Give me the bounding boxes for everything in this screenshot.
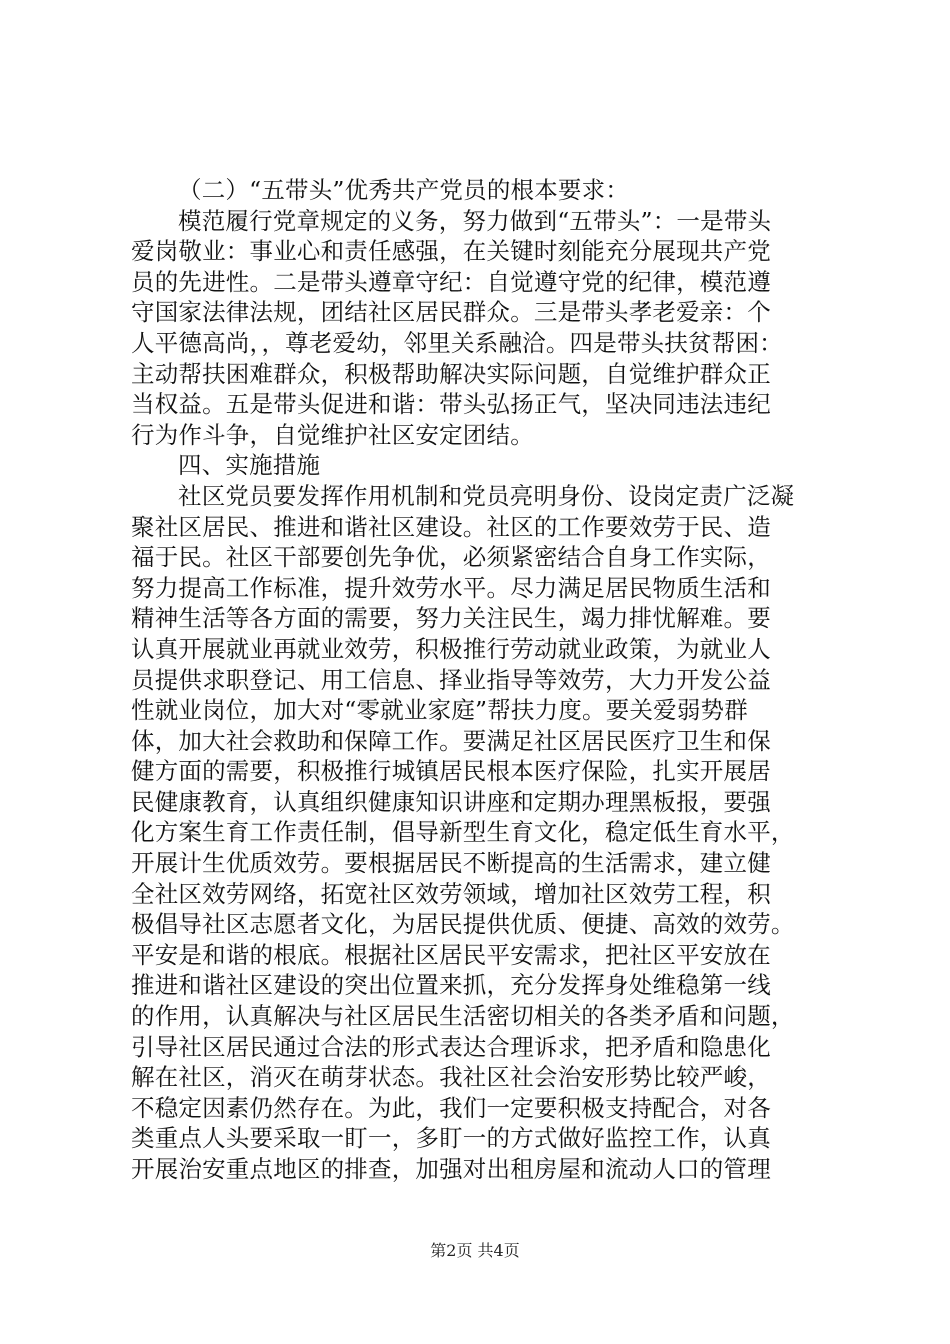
section-heading: （二）“五带头”优秀共产党员的根本要求： xyxy=(178,176,630,204)
document-body xyxy=(131,175,839,1185)
paragraph-line: 人平德高尚，，尊老爱幼，邻里关系融洽。四是带头扶贫帮困： xyxy=(131,328,783,357)
paragraph-line: 员的先进性。二是带头遵章守纪：自觉遵守党的纪律，模范遵 xyxy=(131,267,771,296)
paragraph-line: 行为作斗争，自觉维护社区安定团结。 xyxy=(131,420,534,449)
paragraph-line: 爱岗敬业：事业心和责任感强，在关键时刻能充分展现共产党 xyxy=(131,237,771,266)
paragraph-line: 的作用，认真解决与社区居民生活密切相关的各类矛盾和问题， xyxy=(131,1002,795,1031)
paragraph-line: 社区党员要发挥作用机制和党员亮明身份、设岗定责广泛凝 xyxy=(178,481,795,510)
paragraph-line: 体，加大社会救助和保障工作。要满足社区居民医疗卫生和保 xyxy=(131,726,771,755)
section-heading: 四、实施措施 xyxy=(178,451,321,480)
paragraph-line: 开展治安重点地区的排查，加强对出租房屋和流动人口的管理 xyxy=(131,1155,771,1183)
paragraph-line: 性就业岗位，加大对“零就业家庭”帮扶力度。要关爱弱势群 xyxy=(131,696,748,725)
paragraph-line: 解在社区，消灭在萌芽状态。我社区社会治安形势比较严峻， xyxy=(131,1063,771,1092)
paragraph-line: 模范履行党章规定的义务，努力做到“五带头”：一是带头 xyxy=(178,206,772,235)
page-number-footer: 第2页 共4页 xyxy=(430,1241,520,1260)
paragraph-line: 民健康教育，认真组织健康知识讲座和定期办理黑板报，要强 xyxy=(131,787,771,816)
paragraph-line: 员提供求职登记、用工信息、择业指导等效劳，大力开发公益 xyxy=(131,665,771,694)
paragraph-line: 守国家法律法规，团结社区居民群众。三是带头孝老爱亲：个 xyxy=(131,298,771,327)
paragraph-line: 健方面的需要，积极推行城镇居民根本医疗保险，扎实开展居 xyxy=(131,757,771,786)
paragraph-line: 不稳定因素仍然存在。为此，我们一定要积极支持配合，对各 xyxy=(131,1093,771,1122)
paragraph-line: 努力提高工作标准，提升效劳水平。尽力满足居民物质生活和 xyxy=(131,573,771,602)
paragraph-line: 引导社区居民通过合法的形式表达合理诉求，把矛盾和隐患化 xyxy=(131,1032,771,1061)
paragraph-line: 开展计生优质效劳。要根据居民不断提高的生活需求，建立健 xyxy=(131,849,771,878)
paragraph-line: 主动帮扶困难群众，积极帮助解决实际问题，自觉维护群众正 xyxy=(131,359,771,388)
paragraph-line: 精神生活等各方面的需要，努力关注民生，竭力排忧解难。要 xyxy=(131,604,771,633)
paragraph-line: 福于民。社区干部要创先争优，必须紧密结合自身工作实际， xyxy=(131,543,771,572)
paragraph-line: 聚社区居民、推进和谐社区建设。社区的工作要效劳于民、造 xyxy=(131,512,771,541)
paragraph-line: 平安是和谐的根底。根据社区居民平安需求，把社区平安放在 xyxy=(131,940,771,969)
paragraph-line: 认真开展就业再就业效劳，积极推行劳动就业政策，为就业人 xyxy=(131,634,771,663)
paragraph-line: 极倡导社区志愿者文化，为居民提供优质、便捷、高效的效劳。 xyxy=(131,910,795,939)
paragraph-line: 类重点人头要采取一盯一，多盯一的方式做好监控工作，认真 xyxy=(131,1124,771,1153)
paragraph-line: 化方案生育工作责任制，倡导新型生育文化，稳定低生育水平， xyxy=(131,818,795,847)
paragraph-line: 当权益。五是带头促进和谐：带头弘扬正气，坚决同违法违纪 xyxy=(131,390,771,419)
paragraph-line: 全社区效劳网络，拓宽社区效劳领域，增加社区效劳工程，积 xyxy=(131,879,771,908)
paragraph-line: 推进和谐社区建设的突出位置来抓，充分发挥身处维稳第一线 xyxy=(131,971,771,1000)
